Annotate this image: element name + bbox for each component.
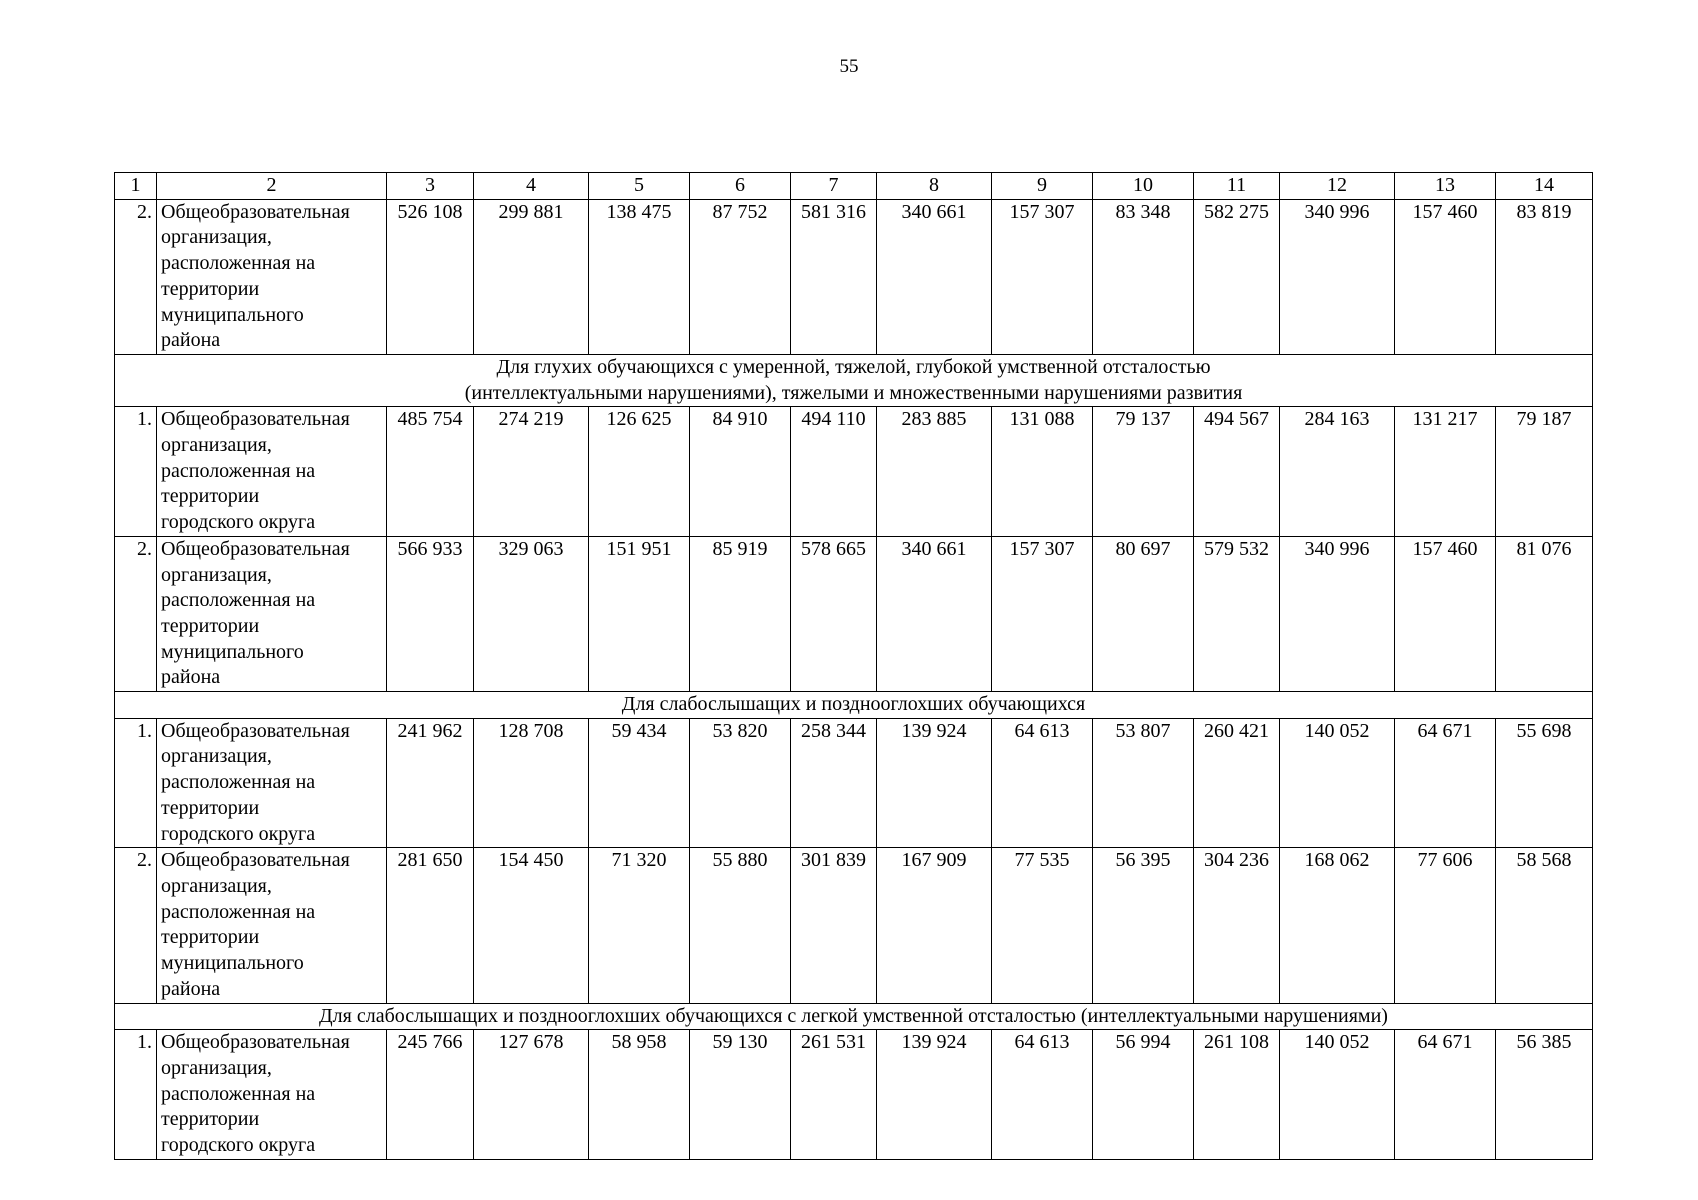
- organization-name-line: района: [161, 666, 221, 689]
- value-cell: 56 385: [1496, 1030, 1593, 1160]
- column-number-cell: 13: [1395, 173, 1496, 200]
- value-cell: 151 951: [589, 536, 690, 691]
- organization-name-line: организация,: [161, 1056, 272, 1079]
- section-heading: [115, 354, 1593, 406]
- table-row: [115, 1030, 1593, 1160]
- organization-name-line: территории: [161, 614, 260, 637]
- organization-name: [157, 1030, 387, 1160]
- column-number-cell: 9: [992, 173, 1093, 200]
- organization-name-line: расположенная на: [161, 252, 316, 275]
- table-row: [115, 407, 1593, 537]
- column-number-cell: 2: [157, 173, 387, 200]
- value-cell: 154 450: [474, 848, 589, 1003]
- organization-name-line: городского округа: [161, 1134, 316, 1157]
- organization-name-line: муниципального: [161, 303, 304, 326]
- column-number-cell: 6: [690, 173, 791, 200]
- value-cell: 340 661: [877, 199, 992, 354]
- value-cell: 80 697: [1093, 536, 1194, 691]
- organization-name-line: муниципального: [161, 640, 304, 663]
- value-cell: 157 460: [1395, 536, 1496, 691]
- value-cell: 84 910: [690, 407, 791, 537]
- value-cell: 283 885: [877, 407, 992, 537]
- value-cell: 58 568: [1496, 848, 1593, 1003]
- value-cell: 64 613: [992, 718, 1093, 848]
- value-cell: 79 137: [1093, 407, 1194, 537]
- value-cell: 85 919: [690, 536, 791, 691]
- value-cell: 157 307: [992, 536, 1093, 691]
- value-cell: 56 395: [1093, 848, 1194, 1003]
- value-cell: 157 460: [1395, 199, 1496, 354]
- value-cell: 340 996: [1280, 536, 1395, 691]
- value-cell: 138 475: [589, 199, 690, 354]
- value-cell: 526 108: [387, 199, 474, 354]
- organization-name-line: организация,: [161, 745, 272, 768]
- organization-name-line: Общеобразовательная: [161, 719, 350, 742]
- organization-name-line: территории: [161, 1108, 260, 1131]
- value-cell: 77 606: [1395, 848, 1496, 1003]
- table-row: [115, 718, 1593, 848]
- section-heading: [115, 692, 1593, 719]
- value-cell: 579 532: [1194, 536, 1280, 691]
- organization-name-line: городского округа: [161, 511, 316, 534]
- value-cell: 281 650: [387, 848, 474, 1003]
- organization-name: [157, 407, 387, 537]
- value-cell: 79 187: [1496, 407, 1593, 537]
- value-cell: 126 625: [589, 407, 690, 537]
- value-cell: 261 531: [791, 1030, 877, 1160]
- value-cell: 55 880: [690, 848, 791, 1003]
- organization-name-line: Общеобразовательная: [161, 408, 350, 431]
- organization-name: [157, 199, 387, 354]
- row-index: 2.: [115, 848, 157, 1003]
- organization-name-line: расположенная на: [161, 589, 316, 612]
- value-cell: 56 994: [1093, 1030, 1194, 1160]
- organization-name-line: Общеобразовательная: [161, 1031, 350, 1054]
- value-cell: 566 933: [387, 536, 474, 691]
- organization-name: [157, 718, 387, 848]
- organization-name: [157, 848, 387, 1003]
- organization-name-line: организация,: [161, 874, 272, 897]
- table-row: [115, 199, 1593, 354]
- table-row: [115, 848, 1593, 1003]
- value-cell: 258 344: [791, 718, 877, 848]
- section-heading-row: [115, 692, 1593, 719]
- organization-name-line: расположенная на: [161, 1082, 316, 1105]
- value-cell: 578 665: [791, 536, 877, 691]
- value-cell: 58 958: [589, 1030, 690, 1160]
- value-cell: 582 275: [1194, 199, 1280, 354]
- value-cell: 168 062: [1280, 848, 1395, 1003]
- column-number-cell: 7: [791, 173, 877, 200]
- value-cell: 261 108: [1194, 1030, 1280, 1160]
- organization-name-line: территории: [161, 796, 260, 819]
- organization-name-line: расположенная на: [161, 900, 316, 923]
- value-cell: 71 320: [589, 848, 690, 1003]
- value-cell: 128 708: [474, 718, 589, 848]
- organization-name-line: муниципального: [161, 952, 304, 975]
- column-number-cell: 12: [1280, 173, 1395, 200]
- value-cell: 299 881: [474, 199, 589, 354]
- page-number: 55: [839, 56, 859, 77]
- value-cell: 64 613: [992, 1030, 1093, 1160]
- value-cell: 329 063: [474, 536, 589, 691]
- row-index: 1.: [115, 1030, 157, 1160]
- column-number-cell: 8: [877, 173, 992, 200]
- value-cell: 140 052: [1280, 1030, 1395, 1160]
- organization-name-line: организация,: [161, 434, 272, 457]
- value-cell: 59 434: [589, 718, 690, 848]
- column-number-cell: 3: [387, 173, 474, 200]
- value-cell: 64 671: [1395, 1030, 1496, 1160]
- section-heading-line: Для слабослышащих и позднооглохших обучающихся: [621, 693, 1086, 716]
- section-heading-line: Для глухих обучающихся с умеренной, тяжелой, глубокой умственной отсталостью: [496, 355, 1211, 378]
- organization-name-line: расположенная на: [161, 771, 316, 794]
- data-table: [114, 172, 1593, 1160]
- organization-name-line: территории: [161, 277, 260, 300]
- table-body: [115, 173, 1593, 1160]
- value-cell: 87 752: [690, 199, 791, 354]
- organization-name-line: организация,: [161, 563, 272, 586]
- value-cell: 167 909: [877, 848, 992, 1003]
- value-cell: 274 219: [474, 407, 589, 537]
- value-cell: 83 819: [1496, 199, 1593, 354]
- row-index: 2.: [115, 199, 157, 354]
- value-cell: 581 316: [791, 199, 877, 354]
- value-cell: 304 236: [1194, 848, 1280, 1003]
- value-cell: 485 754: [387, 407, 474, 537]
- organization-name: [157, 536, 387, 691]
- value-cell: 53 820: [690, 718, 791, 848]
- value-cell: 494 567: [1194, 407, 1280, 537]
- organization-name-line: Общеобразовательная: [161, 537, 350, 560]
- column-number-cell: 1: [115, 173, 157, 200]
- value-cell: 340 996: [1280, 199, 1395, 354]
- section-heading-line: (интеллектуальными нарушениями), тяжелыми и множественными нарушениями развития: [464, 381, 1243, 404]
- column-number-header-row: [115, 173, 1593, 200]
- column-number-cell: 14: [1496, 173, 1593, 200]
- value-cell: 260 421: [1194, 718, 1280, 848]
- value-cell: 131 088: [992, 407, 1093, 537]
- row-index: 1.: [115, 407, 157, 537]
- value-cell: 241 962: [387, 718, 474, 848]
- organization-name-line: Общеобразовательная: [161, 849, 350, 872]
- organization-name-line: района: [161, 977, 221, 1000]
- value-cell: 81 076: [1496, 536, 1593, 691]
- section-heading-row: [115, 1003, 1593, 1030]
- column-number-cell: 4: [474, 173, 589, 200]
- value-cell: 139 924: [877, 718, 992, 848]
- section-heading-line: Для слабослышащих и позднооглохших обучающихся с легкой умственной отсталостью (интеллектуальными нарушениями): [319, 1004, 1388, 1027]
- value-cell: 140 052: [1280, 718, 1395, 848]
- table-row: [115, 536, 1593, 691]
- value-cell: 55 698: [1496, 718, 1593, 848]
- value-cell: 139 924: [877, 1030, 992, 1160]
- column-number-cell: 10: [1093, 173, 1194, 200]
- organization-name-line: городского округа: [161, 822, 316, 845]
- value-cell: 77 535: [992, 848, 1093, 1003]
- value-cell: 53 807: [1093, 718, 1194, 848]
- organization-name-line: территории: [161, 926, 260, 949]
- organization-name-line: расположенная на: [161, 459, 316, 482]
- value-cell: 245 766: [387, 1030, 474, 1160]
- value-cell: 301 839: [791, 848, 877, 1003]
- value-cell: 494 110: [791, 407, 877, 537]
- organization-name-line: территории: [161, 485, 260, 508]
- value-cell: 59 130: [690, 1030, 791, 1160]
- value-cell: 83 348: [1093, 199, 1194, 354]
- organization-name-line: Общеобразовательная: [161, 200, 350, 223]
- value-cell: 157 307: [992, 199, 1093, 354]
- row-index: 1.: [115, 718, 157, 848]
- column-number-cell: 5: [589, 173, 690, 200]
- organization-name-line: района: [161, 329, 221, 352]
- row-index: 2.: [115, 536, 157, 691]
- value-cell: 127 678: [474, 1030, 589, 1160]
- value-cell: 131 217: [1395, 407, 1496, 537]
- organization-name-line: организация,: [161, 226, 272, 249]
- section-heading: [115, 1003, 1593, 1030]
- section-heading-row: [115, 354, 1593, 406]
- value-cell: 340 661: [877, 536, 992, 691]
- value-cell: 284 163: [1280, 407, 1395, 537]
- value-cell: 64 671: [1395, 718, 1496, 848]
- column-number-cell: 11: [1194, 173, 1280, 200]
